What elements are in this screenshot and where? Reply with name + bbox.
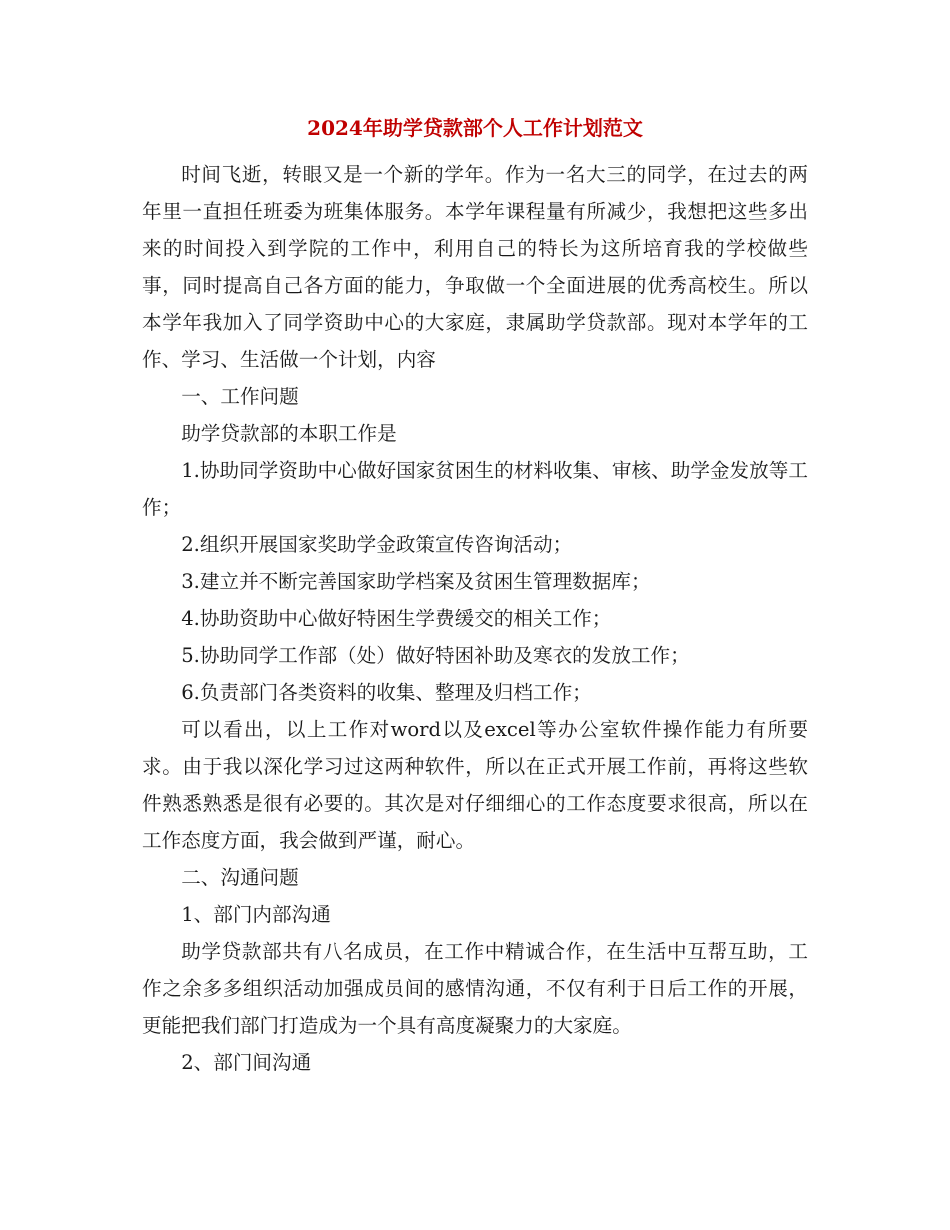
list-item-duty-6: 6.负责部门各类资料的收集、整理及归档工作； bbox=[181, 681, 592, 704]
subheading-inter-department-communication: 2、部门间沟通 bbox=[181, 1051, 312, 1074]
heading-work-issues: 一、工作问题 bbox=[181, 385, 299, 408]
list-item-duty-2: 2.组织开展国家奖助学金政策宣传咨询活动； bbox=[181, 533, 573, 556]
list-item-duty-3: 3.建立并不断完善国家助学档案及贫困生管理数据库； bbox=[181, 570, 651, 593]
list-item-duty-4: 4.协助资助中心做好特困生学费缓交的相关工作； bbox=[181, 607, 612, 630]
list-item-duty-1: 1.协助同学资助中心做好国家贫困生的材料收集、审核、助学金发放等工作； bbox=[142, 459, 808, 519]
paragraph-duties-intro: 助学贷款部的本职工作是 bbox=[181, 422, 397, 445]
list-item-duty-5: 5.协助同学工作部（处）做好特困补助及寒衣的发放工作； bbox=[181, 644, 690, 667]
document-body bbox=[142, 156, 808, 1081]
document-title: 2024年助学贷款部个人工作计划范文 bbox=[307, 116, 643, 140]
paragraph-skills: 可以看出，以上工作对word以及excel等办公室软件操作能力有所要求。由于我以深化学习过这两种软件，所以在正式开展工作前，再将这些软件熟悉熟悉是很有必要的。其次是对仔细细心的工作态度要求很高，所以在工作态度方面，我会做到严谨，耐心。 bbox=[142, 718, 808, 852]
paragraph-internal-communication: 助学贷款部共有八名成员，在工作中精诚合作，在生活中互帮互助，工作之余多多组织活动加强成员间的感情沟通，不仅有利于日后工作的开展，更能把我们部门打造成为一个具有高度凝聚力的大家庭。 bbox=[142, 940, 808, 1037]
paragraph-intro: 时间飞逝，转眼又是一个新的学年。作为一名大三的同学，在过去的两年里一直担任班委为班集体服务。本学年课程量有所减少，我想把这些多出来的时间投入到学院的工作中，利用自己的特长为这所培育我的学校做些事，同时提高自己各方面的能力，争取做一个全面进展的优秀高校生。所以本学年我加入了同学资助中心的大家庭，隶属助学贷款部。现对本学年的工作、学习、生活做一个计划，内容 bbox=[142, 163, 808, 371]
heading-communication-issues: 二、沟通问题 bbox=[181, 866, 299, 889]
subheading-internal-communication: 1、部门内部沟通 bbox=[181, 903, 331, 926]
